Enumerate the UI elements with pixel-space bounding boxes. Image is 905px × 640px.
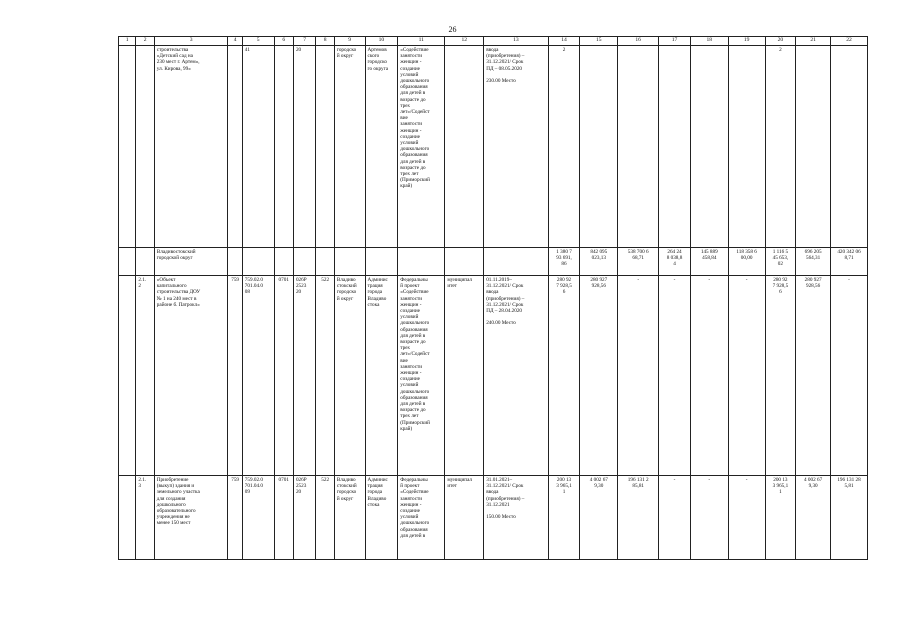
table-cell: 2.1. 2 (136, 276, 154, 476)
table-cell (728, 46, 765, 248)
table-cell: 759.02.0 701.04.0 09 (242, 476, 274, 560)
table-cell: «Объект капитального строительства ДОУ № 1 на 240 мест в районе б. Патрокл» (154, 276, 228, 476)
header-cell: 11 (398, 37, 445, 46)
header-cell: 15 (580, 37, 618, 46)
table-cell (316, 248, 334, 276)
table-cell (484, 248, 548, 276)
table-cell (136, 248, 154, 276)
table-cell (690, 46, 728, 248)
table-cell: городско й округ (334, 46, 365, 248)
table-cell: 280 927 928,56 (796, 276, 831, 476)
header-cell: 7 (293, 37, 316, 46)
table-cell: Федеральны й проект «Содействие занятости женщин - создание условий дошкольного образования для детей в (398, 476, 445, 560)
header-cell: 1 (119, 37, 136, 46)
table-cell: Владивостокский городской округ (154, 248, 228, 276)
table-cell (136, 46, 154, 248)
table-cell (228, 46, 242, 248)
page-number: 26 (448, 25, 457, 34)
table-row (119, 276, 868, 476)
table-cell (659, 46, 691, 248)
table-cell: муниципал итет (445, 276, 484, 476)
table-cell: 4 002 67 9,30 (796, 476, 831, 560)
header-cell: 3 (154, 37, 228, 46)
header-cell: 8 (316, 37, 334, 46)
table-cell: 759 (228, 276, 242, 476)
table-cell: 1 380 7 93 691, 86 (548, 248, 580, 276)
table-cell: 0701 (274, 276, 293, 476)
table-cell: Артемов ского городско го округа (365, 46, 398, 248)
table-row (119, 46, 868, 248)
table-cell: 280 92 7 928,5 6 (548, 276, 580, 476)
header-cell: 10 (365, 37, 398, 46)
table-cell: 41 (242, 46, 274, 248)
table-cell: 026Р 2523 20 (293, 476, 316, 560)
table-cell: 196 131 2 85,81 (618, 476, 659, 560)
table-row (119, 248, 868, 276)
table-cell: 264 24 8 038,8 4 (659, 248, 691, 276)
table-cell (293, 248, 316, 276)
table-cell (796, 46, 831, 248)
header-cell: 19 (728, 37, 765, 46)
table-cell (274, 248, 293, 276)
header-cell: 16 (618, 37, 659, 46)
table-cell (618, 46, 659, 248)
table-cell: 200 13 3 965,1 1 (548, 476, 580, 560)
table-cell: 196 131 28 5,81 (831, 476, 868, 560)
header-cell: 13 (484, 37, 548, 46)
table-cell: 1 116 5 45 653, 02 (765, 248, 796, 276)
header-cell: 17 (659, 37, 691, 46)
table-cell (334, 248, 365, 276)
table-cell: 538 700 6 68,71 (618, 248, 659, 276)
table-cell: 2.1. 3 (136, 476, 154, 560)
table-cell: Админис трация города Владиво стока (365, 276, 398, 476)
table-cell: Федеральны й проект «Содействие занятости женщин - создание условий дошкольного образования для детей в возрасте до трех лет»/Содейст вие занятости женщин - создание условий дошкольного образования для детей в возрасте до трех лет (Приморский край) (398, 276, 445, 476)
table-cell: - (728, 476, 765, 560)
table-cell (445, 46, 484, 248)
table-cell: 31.01.2021– 31.12.2021/ Срок ввода (приобретения) – 31.12.2021 150.00 Место (484, 476, 548, 560)
table-cell: - (659, 476, 691, 560)
table-cell: Владиво стокский городско й округ (334, 476, 365, 560)
header-cell: 5 (242, 37, 274, 46)
table-cell (119, 476, 136, 560)
table-cell: - (831, 276, 868, 476)
table-cell: 2 (765, 46, 796, 248)
table-cell (119, 46, 136, 248)
table-cell: 522 (316, 276, 334, 476)
table-cell: 20 (293, 46, 316, 248)
table-cell (242, 248, 274, 276)
header-cell: 22 (831, 37, 868, 46)
table-cell: 2 (548, 46, 580, 248)
table-cell (365, 248, 398, 276)
table-cell: Админис трация города Владиво стока (365, 476, 398, 560)
header-cell: 9 (334, 37, 365, 46)
table-cell: 696 205 564,31 (796, 248, 831, 276)
table-cell: Владиво стокский городско й округ (334, 276, 365, 476)
header-cell: 20 (765, 37, 796, 46)
header-row (119, 37, 868, 46)
header-cell: 4 (228, 37, 242, 46)
table-cell: ввода (приобретения) – 31.12.2021/ Срок ПД – 08.05.2020 230.00 Место (484, 46, 548, 248)
table-cell: 01.11.2019– 31.12.2021/ Срок ввода (приобретения) – 31.12.2021/ Срок ПД – 28.04.2020 240.00 Место (484, 276, 548, 476)
budget-table (118, 36, 868, 560)
table-cell: 280 927 928,56 (580, 276, 618, 476)
table-cell (580, 46, 618, 248)
table-cell: - (690, 276, 728, 476)
table-cell (119, 248, 136, 276)
table-cell: - (618, 276, 659, 476)
table-cell (228, 248, 242, 276)
table-cell: 420 342 06 8,71 (831, 248, 868, 276)
header-cell: 14 (548, 37, 580, 46)
table-cell: 280 92 7 928,5 6 (765, 276, 796, 476)
header-cell: 12 (445, 37, 484, 46)
table-cell: муниципал итет (445, 476, 484, 560)
table-row (119, 476, 868, 560)
header-cell: 18 (690, 37, 728, 46)
header-cell: 21 (796, 37, 831, 46)
table-cell: 759 (228, 476, 242, 560)
table-cell: - (690, 476, 728, 560)
table-cell: Приобретение (выкуп) здания и земельного участка для создания дошкольного образовательного учреждения не менее 150 мест (154, 476, 228, 560)
table-cell (398, 248, 445, 276)
table-cell: - (728, 276, 765, 476)
table-cell (831, 46, 868, 248)
table-cell: «Содействие занятости женщин - создание условий дошкольного образования для детей в возрасте до трех лет»/Содейст вие занятости женщин - создание условий дошкольного образования для детей в возрасте до трех лет (Приморский край) (398, 46, 445, 248)
table-cell: 026Р 2523 20 (293, 276, 316, 476)
table-cell (274, 46, 293, 248)
table-cell: 842 095 023,13 (580, 248, 618, 276)
table-cell: 522 (316, 476, 334, 560)
table-cell: 118 358 6 00,00 (728, 248, 765, 276)
table-cell: 0701 (274, 476, 293, 560)
header-cell: 2 (136, 37, 154, 46)
table-cell: строительства «Детский сад на 230 мест г. Артем», ул. Кирова, 99» (154, 46, 228, 248)
header-cell: 6 (274, 37, 293, 46)
table-cell (316, 46, 334, 248)
table-cell (445, 248, 484, 276)
table-cell: 200 13 3 965,1 1 (765, 476, 796, 560)
table-cell: - (659, 276, 691, 476)
table-cell (119, 276, 136, 476)
table-cell: 4 002 67 9,30 (580, 476, 618, 560)
table-cell: 759.02.0 701.04.0 08 (242, 276, 274, 476)
table-cell: 145 889 458,84 (690, 248, 728, 276)
